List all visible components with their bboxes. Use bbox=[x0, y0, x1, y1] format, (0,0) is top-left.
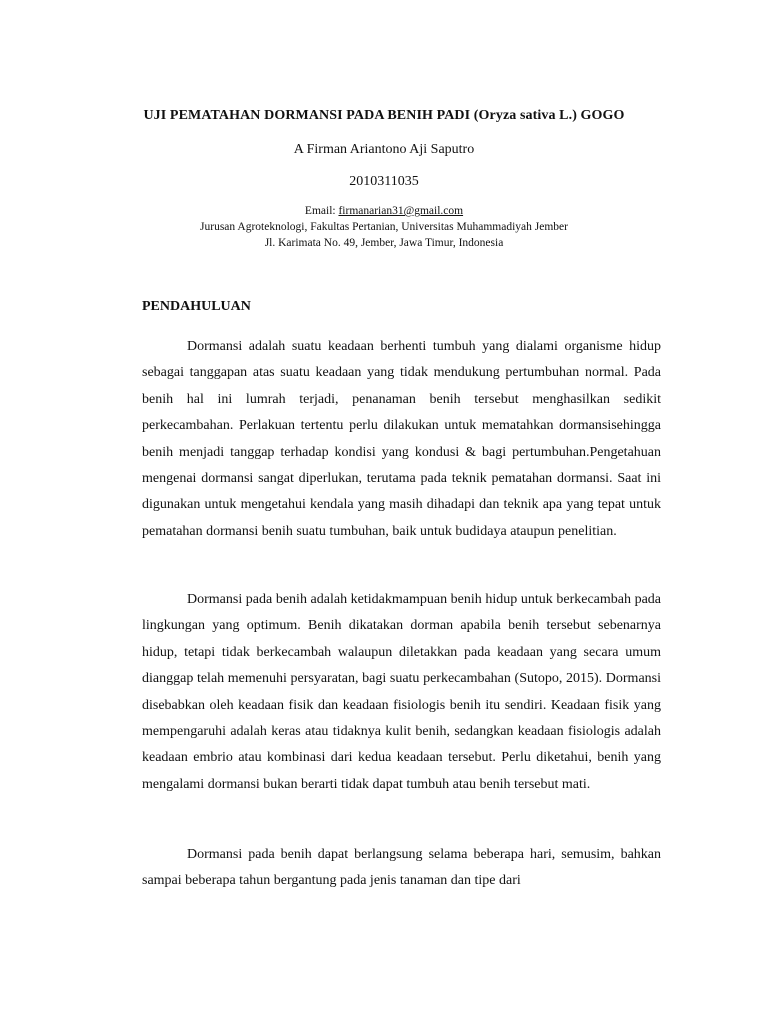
email-link[interactable]: firmanarian31@gmail.com bbox=[338, 205, 464, 217]
paragraph-2: Dormansi pada benih adalah ketidakmampuan benih hidup untuk berkecambah pada lingkungan yang optimum. Benih dikatakan dorman apabila benih tersebut sebenarnya hidup, tetapi tidak berkecambah walaupun diletakkan pada keadaan yang secara umum dianggap telah memenuhi persyaratan, bagi suatu perkecambahan (Sutopo, 2015). Dormansi disebabkan oleh keadaan fisik dan keadaan fisiologis benih itu sendiri. Keadaan fisik yang mempengaruhi adalah keras atau tidaknya kulit benih, sedangkan keadaan fisiologis adalah keadaan embrio atau kombinasi dari kedua keadaan tersebut. Perlu diketahui, benih yang mengalami dormansi bukan berarti tidak dapat tumbuh atau benih tersebut mati. bbox=[142, 592, 661, 792]
affiliation-block bbox=[0, 203, 768, 251]
student-id: 2010311035 bbox=[349, 174, 419, 189]
paragraph-3: Dormansi pada benih dapat berlangsung selama beberapa hari, semusim, bahkan sampai beberapa tahun bergantung pada jenis tanaman dan tipe dari bbox=[142, 847, 661, 889]
paragraph-1: Dormansi adalah suatu keadaan berhenti tumbuh yang dialami organisme hidup sebagai tanggapan atas suatu keadaan yang tidak mendukung pertumbuhan normal. Pada benih hal ini lumrah terjadi, penanaman benih tersebut menghasilkan sedikit perkecambahan. Perlakuan tertentu perlu dilakukan untuk mematahkan dormansisehingga benih menjadi tanggap terhadap kondisi yang kondusi & bagi pertumbuhan.Pengetahuan mengenai dormansi sangat diperlukan, terutama pada teknik pematahan dormansi. Saat ini digunakan untuk mengetahui kendala yang masih dihadapi dan teknik apa yang tepat untuk pematahan dormansi benih suatu tumbuhan, baik untuk budidaya ataupun penelitian. bbox=[142, 339, 661, 539]
section-heading: PENDAHULUAN bbox=[142, 299, 251, 314]
department-line: Jurusan Agroteknologi, Fakultas Pertanian, Universitas Muhammadiyah Jember bbox=[200, 221, 568, 233]
email-line bbox=[0, 203, 768, 219]
author-name: A Firman Ariantono Aji Saputro bbox=[293, 142, 475, 157]
paper-title: UJI PEMATAHAN DORMANSI PADA BENIH PADI (Oryza sativa L.) GOGO bbox=[143, 108, 625, 123]
email-label: Email: bbox=[304, 205, 339, 217]
address-line: Jl. Karimata No. 49, Jember, Jawa Timur, Indonesia bbox=[264, 237, 504, 249]
